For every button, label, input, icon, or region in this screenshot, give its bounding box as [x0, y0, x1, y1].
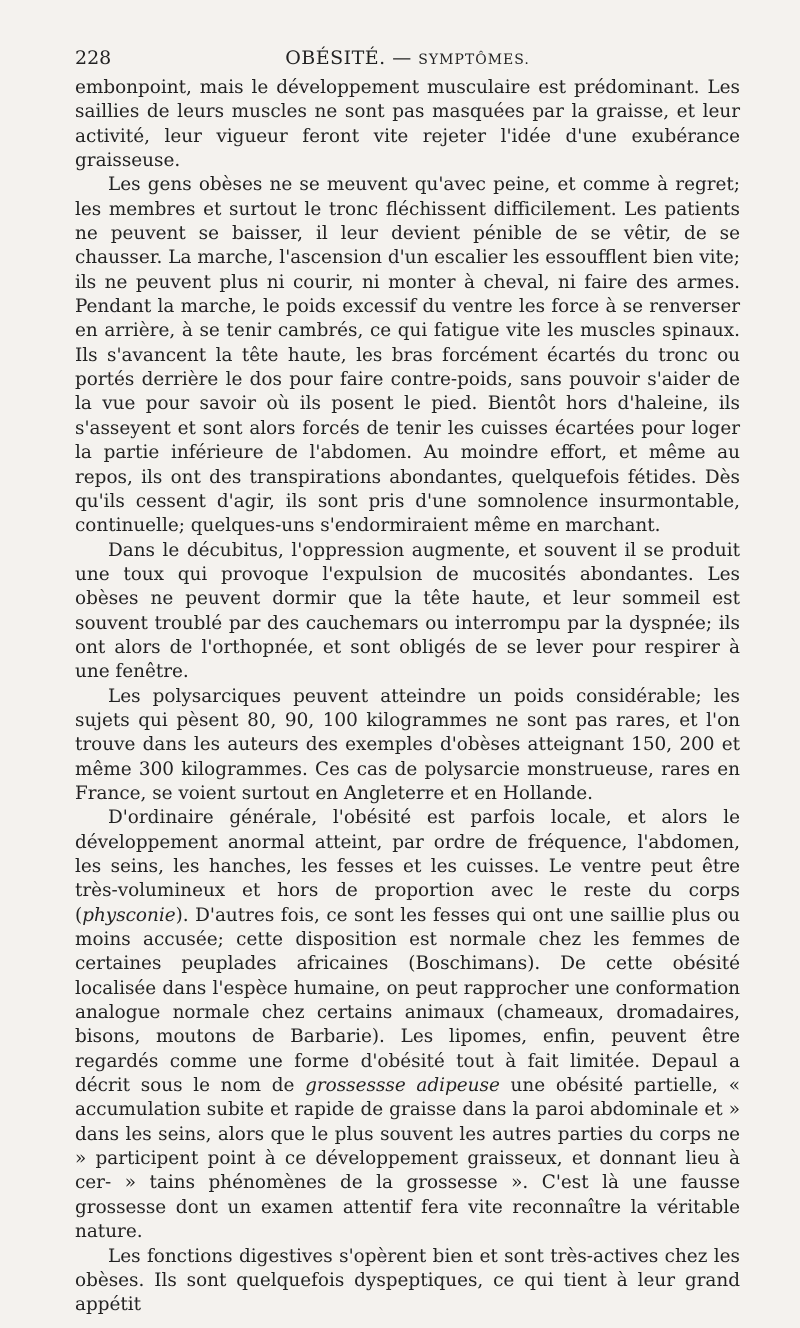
title-separator: — — [392, 47, 412, 69]
term-physconie: physconie — [82, 904, 176, 926]
paragraph-continuation: embonpoint, mais le développement musculaire est prédominant. Les saillies de leurs muscles ne sont pas masquées par la graisse, et leur activité, leur vigueur feront vite rejeter l'idée d'une exubérance graisseuse. — [75, 77, 740, 172]
body-text — [75, 76, 740, 1318]
running-title — [75, 44, 740, 74]
text-run: une obésité partielle, « accumulation subite et rapide de graisse dans la paroi abdominale et » dans les seins, alors que le plus souvent les autres parties du corps ne » participent point à ce développement graisseux, et donnant lieu à cer- » tains phénomènes de la grossesse ». C'est là une fausse grossesse dont un examen attentif fera vite reconnaître la véritable nature. — [75, 1075, 740, 1243]
paragraph-mobility: Les gens obèses ne se meuvent qu'avec peine, et comme à regret; les membres et surtout le tronc fléchissent difficilement. Les patients ne peuvent se baisser, il leur devient pénible de se vêtir, de se chausser. La marche, l'ascension d'un escalier les essoufflent bien vite; ils ne peuvent plus ni courir, ni monter à cheval, ni faire des armes. Pendant la marche, le poids excessif du ventre les force à se renverser en arrière, à se tenir cambrés, ce qui fatigue vite les muscles spinaux. Ils s'avancent la tête haute, les bras forcément écartés du tronc ou portés derrière le dos pour faire contre-poids, sans pouvoir s'aider de la vue pour savoir où ils posent le pied. Bientôt hors d'haleine, ils s'asseyent et sont alors forcés de tenir les cuisses écartées pour loger la partie inférieure de l'abdomen. Au moindre effort, et même au repos, ils ont des transpirations abondantes, quelquefois fétides. Dès qu'ils cessent d'agir, ils sont pris d'une somnolence insurmontable, continuelle; quelques-uns s'endormiraient même en marchant. — [75, 174, 740, 537]
paragraph-decubitus: Dans le décubitus, l'oppression augmente, et souvent il se produit une toux qui provoque l'expulsion de mucosités abondantes. Les obèses ne peuvent dormir que la tête haute, et leur sommeil est souvent troublé par des cauchemars ou interrompu par la dyspnée; ils ont alors de l'orthopnée, et sont obligés de se lever pour respirer à une fenêtre. — [75, 539, 740, 683]
term-grossesse-adipeuse: grossessse adipeuse — [305, 1075, 500, 1097]
text-run: D'ordinaire générale, l'obésité est parfois locale, et alors le développement anormal atteint, par ordre de fréquence, l'abdomen, les seins, les hanches, les fesses et les cuisses. Le ventre peut être très-volumineux et hors de proportion avec le reste du corps ( — [75, 807, 740, 926]
paragraph-digestion: Les fonctions digestives s'opèrent bien et sont très-actives chez les obèses. Ils sont quelquefois dyspeptiques, ce qui tient à leur grand appétit — [75, 1245, 740, 1316]
paragraph-weight: Les polysarciques peuvent atteindre un poids considérable; les sujets qui pèsent 80, 90, 100 kilogrammes ne sont pas rares, et l'on trouve dans les auteurs des exemples d'obèses atteignant 150, 200 et même 300 kilogrammes. Ces cas de polysarcie monstrueuse, rares en France, se voient surtout en Angleterre et en Hollande. — [75, 685, 740, 804]
paragraph-local-obesity — [75, 806, 740, 1244]
page-number: 228 — [75, 47, 112, 69]
page-header — [75, 44, 740, 72]
chapter-title: OBÉSITÉ. — [285, 47, 386, 69]
text-run: ). D'autres fois, ce sont les fesses qui ont une saillie plus ou moins accusée; cette disposition est normale chez les femmes de certaines peuplades africaines (Boschimans). De cette obésité localisée dans l'espèce humaine, on peut rapprocher une conformation analogue normale chez certains animaux (chameaux, dromadaires, bisons, moutons de Barbarie). Les lipomes, enfin, peuvent être regardés comme une forme d'obésité tout à fait limitée. Depaul a décrit sous le nom de — [75, 904, 740, 1097]
section-title: SYMPTÔMES. — [418, 52, 530, 68]
